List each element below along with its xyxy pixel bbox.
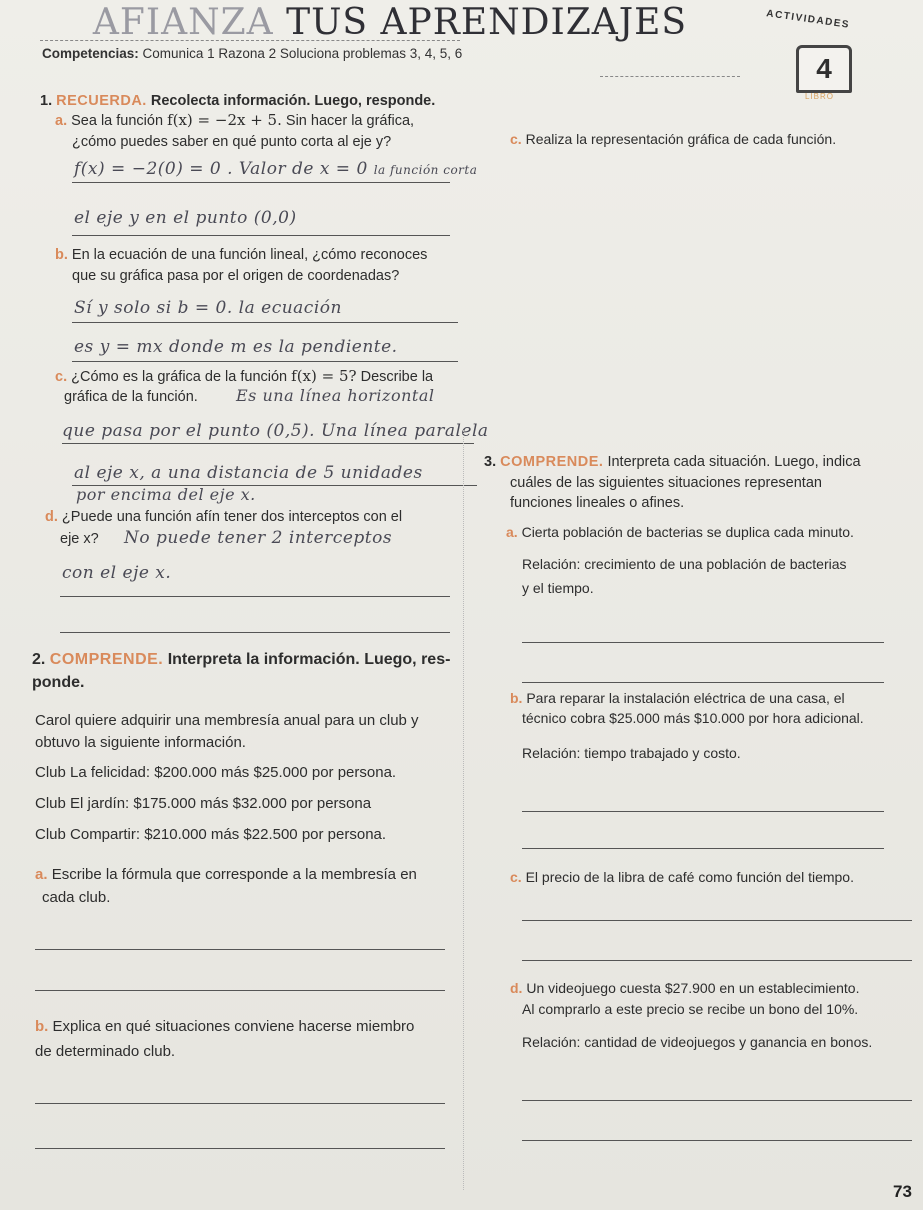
q3-instruction2: cuáles de las siguientes situaciones representan <box>510 475 822 491</box>
q2a-line1 <box>35 865 417 884</box>
q1c-formula: f(x) = 5? <box>291 367 357 385</box>
q1b-answer-2: es y = mx donde m es la pendiente. <box>74 337 398 357</box>
q1b-line1 <box>55 246 427 265</box>
q3a-answer-line-2 <box>522 682 884 683</box>
q1-heading <box>40 92 435 111</box>
q1a-answer-2: el eje y en el punto (0,0) <box>74 208 297 228</box>
q1b-text1: En la ecuación de una función lineal, ¿cómo reconoces <box>71 247 428 263</box>
q1a-answer-1-small: la función corta <box>373 163 478 177</box>
q1b-answer-line-1 <box>72 322 458 323</box>
q1a-text1: Sea la función <box>71 113 164 129</box>
q1b-label: b. <box>55 247 68 263</box>
q2b-text1: Explica en qué situaciones conviene hacerse miembro <box>52 1018 415 1035</box>
q3-keyword: COMPRENDE. <box>500 454 604 470</box>
q3c-text: El precio de la libra de café como función del tiempo. <box>525 869 854 885</box>
q2-club-2: Club El jardín: $175.000 más $32.000 por persona <box>35 795 372 812</box>
q3b-answer-line-1 <box>522 811 884 812</box>
q1c-text1: ¿Cómo es la gráfica de la función <box>71 369 288 385</box>
q1d-answer-2: con el eje x. <box>62 563 172 583</box>
q1a-label: a. <box>55 113 68 129</box>
q1b-answer-1: Sí y solo si b = 0. la ecuación <box>74 298 342 318</box>
q2b-line1 <box>35 1017 414 1036</box>
q1d-answer-line-2 <box>60 632 450 633</box>
q2b-answer-line-2 <box>35 1148 445 1149</box>
q3-instruction1: Interpreta cada situación. Luego, indica <box>607 454 861 470</box>
q1d-text1: ¿Puede una función afín tener dos interceptos con el <box>61 509 403 525</box>
q3-number: 3. <box>484 454 497 470</box>
q1a-text3: ¿cómo puedes saber en qué punto corta al eje y? <box>72 134 392 150</box>
q3d-relation: Relación: cantidad de videojuegos y ganancia en bonos. <box>522 1034 873 1050</box>
q3d-answer-line-1 <box>522 1100 912 1101</box>
q1c-answer-3: por encima del eje x. <box>76 485 256 504</box>
activity-badge-sub: LIBRO <box>805 92 835 101</box>
q3b-label: b. <box>510 690 523 706</box>
q1-instruction: Recolecta información. Luego, responde. <box>150 93 436 109</box>
q3a-line <box>506 523 854 542</box>
title-faded-word: AFIANZA <box>92 2 274 43</box>
q1-number: 1. <box>40 93 53 109</box>
q1c-right-text: Realiza la representación gráfica de cada función. <box>525 131 837 147</box>
q3b-relation: Relación: tiempo trabajado y costo. <box>522 745 741 761</box>
q3d-text2: Al comprarlo a este precio se recibe un bono del 10%. <box>522 1001 859 1017</box>
q2b-text2: de determinado club. <box>35 1043 176 1060</box>
q3c-answer-line-1 <box>522 920 912 921</box>
q1d-line1 <box>45 508 402 527</box>
q2b-answer-line-1 <box>35 1103 445 1104</box>
column-separator <box>463 430 464 1190</box>
q3-heading <box>484 453 861 472</box>
q3a-label: a. <box>506 524 518 540</box>
q3c-answer-line-2 <box>522 960 912 961</box>
q2-instruction2: ponde. <box>32 674 85 691</box>
q1d-answer-1: No puede tener 2 interceptos <box>124 528 393 548</box>
q2b-label: b. <box>35 1018 49 1035</box>
title-underline-left <box>40 40 460 41</box>
q2a-answer-line-2 <box>35 990 445 991</box>
q1a-formula: f(x) = −2x + 5. <box>167 111 282 129</box>
q1a-text2: Sin hacer la gráfica, <box>285 113 415 129</box>
q1d-text2: eje x? <box>60 531 99 547</box>
q3c-line <box>510 868 854 887</box>
q1c-right <box>510 130 836 149</box>
q1a-line1 <box>55 111 414 131</box>
q1c-text2: Describe la <box>360 369 434 385</box>
q1c-text3: gráfica de la función. <box>64 389 198 405</box>
q1c-line1 <box>55 367 433 387</box>
q3b-text1: Para reparar la instalación eléctrica de una casa, el <box>526 690 845 706</box>
q3a-relation1: Relación: crecimiento de una población de bacterias <box>522 556 847 572</box>
q3d-answer-line-2 <box>522 1140 912 1141</box>
competencias-text: Comunica 1 Razona 2 Soluciona problemas 3, 4, 5, 6 <box>142 46 463 61</box>
q3b-text2: técnico cobra $25.000 más $10.000 por hora adicional. <box>522 710 864 726</box>
q2-club-3: Club Compartir: $210.000 más $22.500 por persona. <box>35 826 387 843</box>
q1d-answer-line-1 <box>60 596 450 597</box>
q1a-answer-line-2 <box>72 235 450 236</box>
q2-number: 2. <box>32 651 46 668</box>
q1a-answer-line-1 <box>72 182 450 183</box>
q1-keyword: RECUERDA. <box>56 93 147 109</box>
competencias-label: Competencias: <box>42 46 139 61</box>
q2-club-1: Club La felicidad: $200.000 más $25.000 por persona. <box>35 764 397 781</box>
q1c-answer-1: que pasa por el punto (0,5). Una línea paralela <box>62 421 489 441</box>
activity-badge-number: 4 <box>796 45 852 93</box>
q1c-right-label: c. <box>510 131 522 147</box>
page-number: 73 <box>893 1182 912 1201</box>
q2a-text1: Escribe la fórmula que corresponde a la membresía en <box>51 866 417 883</box>
q1a-answer-1-main: f(x) = −2(0) = 0 . Valor de x = 0 <box>74 159 368 179</box>
q1c-answer-2: al eje x, a una distancia de 5 unidades <box>74 463 423 483</box>
q3a-relation2: y el tiempo. <box>522 580 594 596</box>
q2-context2: obtuvo la siguiente información. <box>35 734 246 751</box>
q2a-text2: cada club. <box>42 889 111 906</box>
q3d-text1: Un videojuego cuesta $27.900 en un establecimiento. <box>526 980 860 996</box>
q1a-answer-1 <box>74 159 477 179</box>
q1c-answer-0: Es una línea horizontal <box>236 386 435 405</box>
q1d-label: d. <box>45 509 58 525</box>
activity-badge-arc: ACTIVIDADES <box>765 8 851 31</box>
q3a-answer-line-1 <box>522 642 884 643</box>
q3d-line1 <box>510 979 859 998</box>
q2a-label: a. <box>35 866 48 883</box>
q1b-text2: que su gráfica pasa por el origen de coordenadas? <box>72 268 400 284</box>
competencias-line <box>42 46 462 61</box>
q3b-line1 <box>510 689 845 708</box>
title-main-text: TUS APRENDIZAJES <box>286 2 688 43</box>
q3d-label: d. <box>510 980 523 996</box>
q1b-answer-line-2 <box>72 361 458 362</box>
q1c-answer-line-1 <box>62 443 474 444</box>
q2a-answer-line-1 <box>35 949 445 950</box>
q1c-label: c. <box>55 369 68 385</box>
q2-instruction1: Interpreta la información. Luego, res- <box>167 651 451 668</box>
q3-instruction3: funciones lineales o afines. <box>510 495 685 511</box>
q3a-text: Cierta población de bacterias se duplica cada minuto. <box>521 524 854 540</box>
title-underline-right <box>600 76 740 77</box>
q2-heading <box>32 650 450 669</box>
q3b-answer-line-2 <box>522 848 884 849</box>
q3c-label: c. <box>510 869 522 885</box>
q2-keyword: COMPRENDE. <box>49 651 164 668</box>
page-title <box>40 2 740 43</box>
q2-context1: Carol quiere adquirir una membresía anual para un club y <box>35 712 419 729</box>
